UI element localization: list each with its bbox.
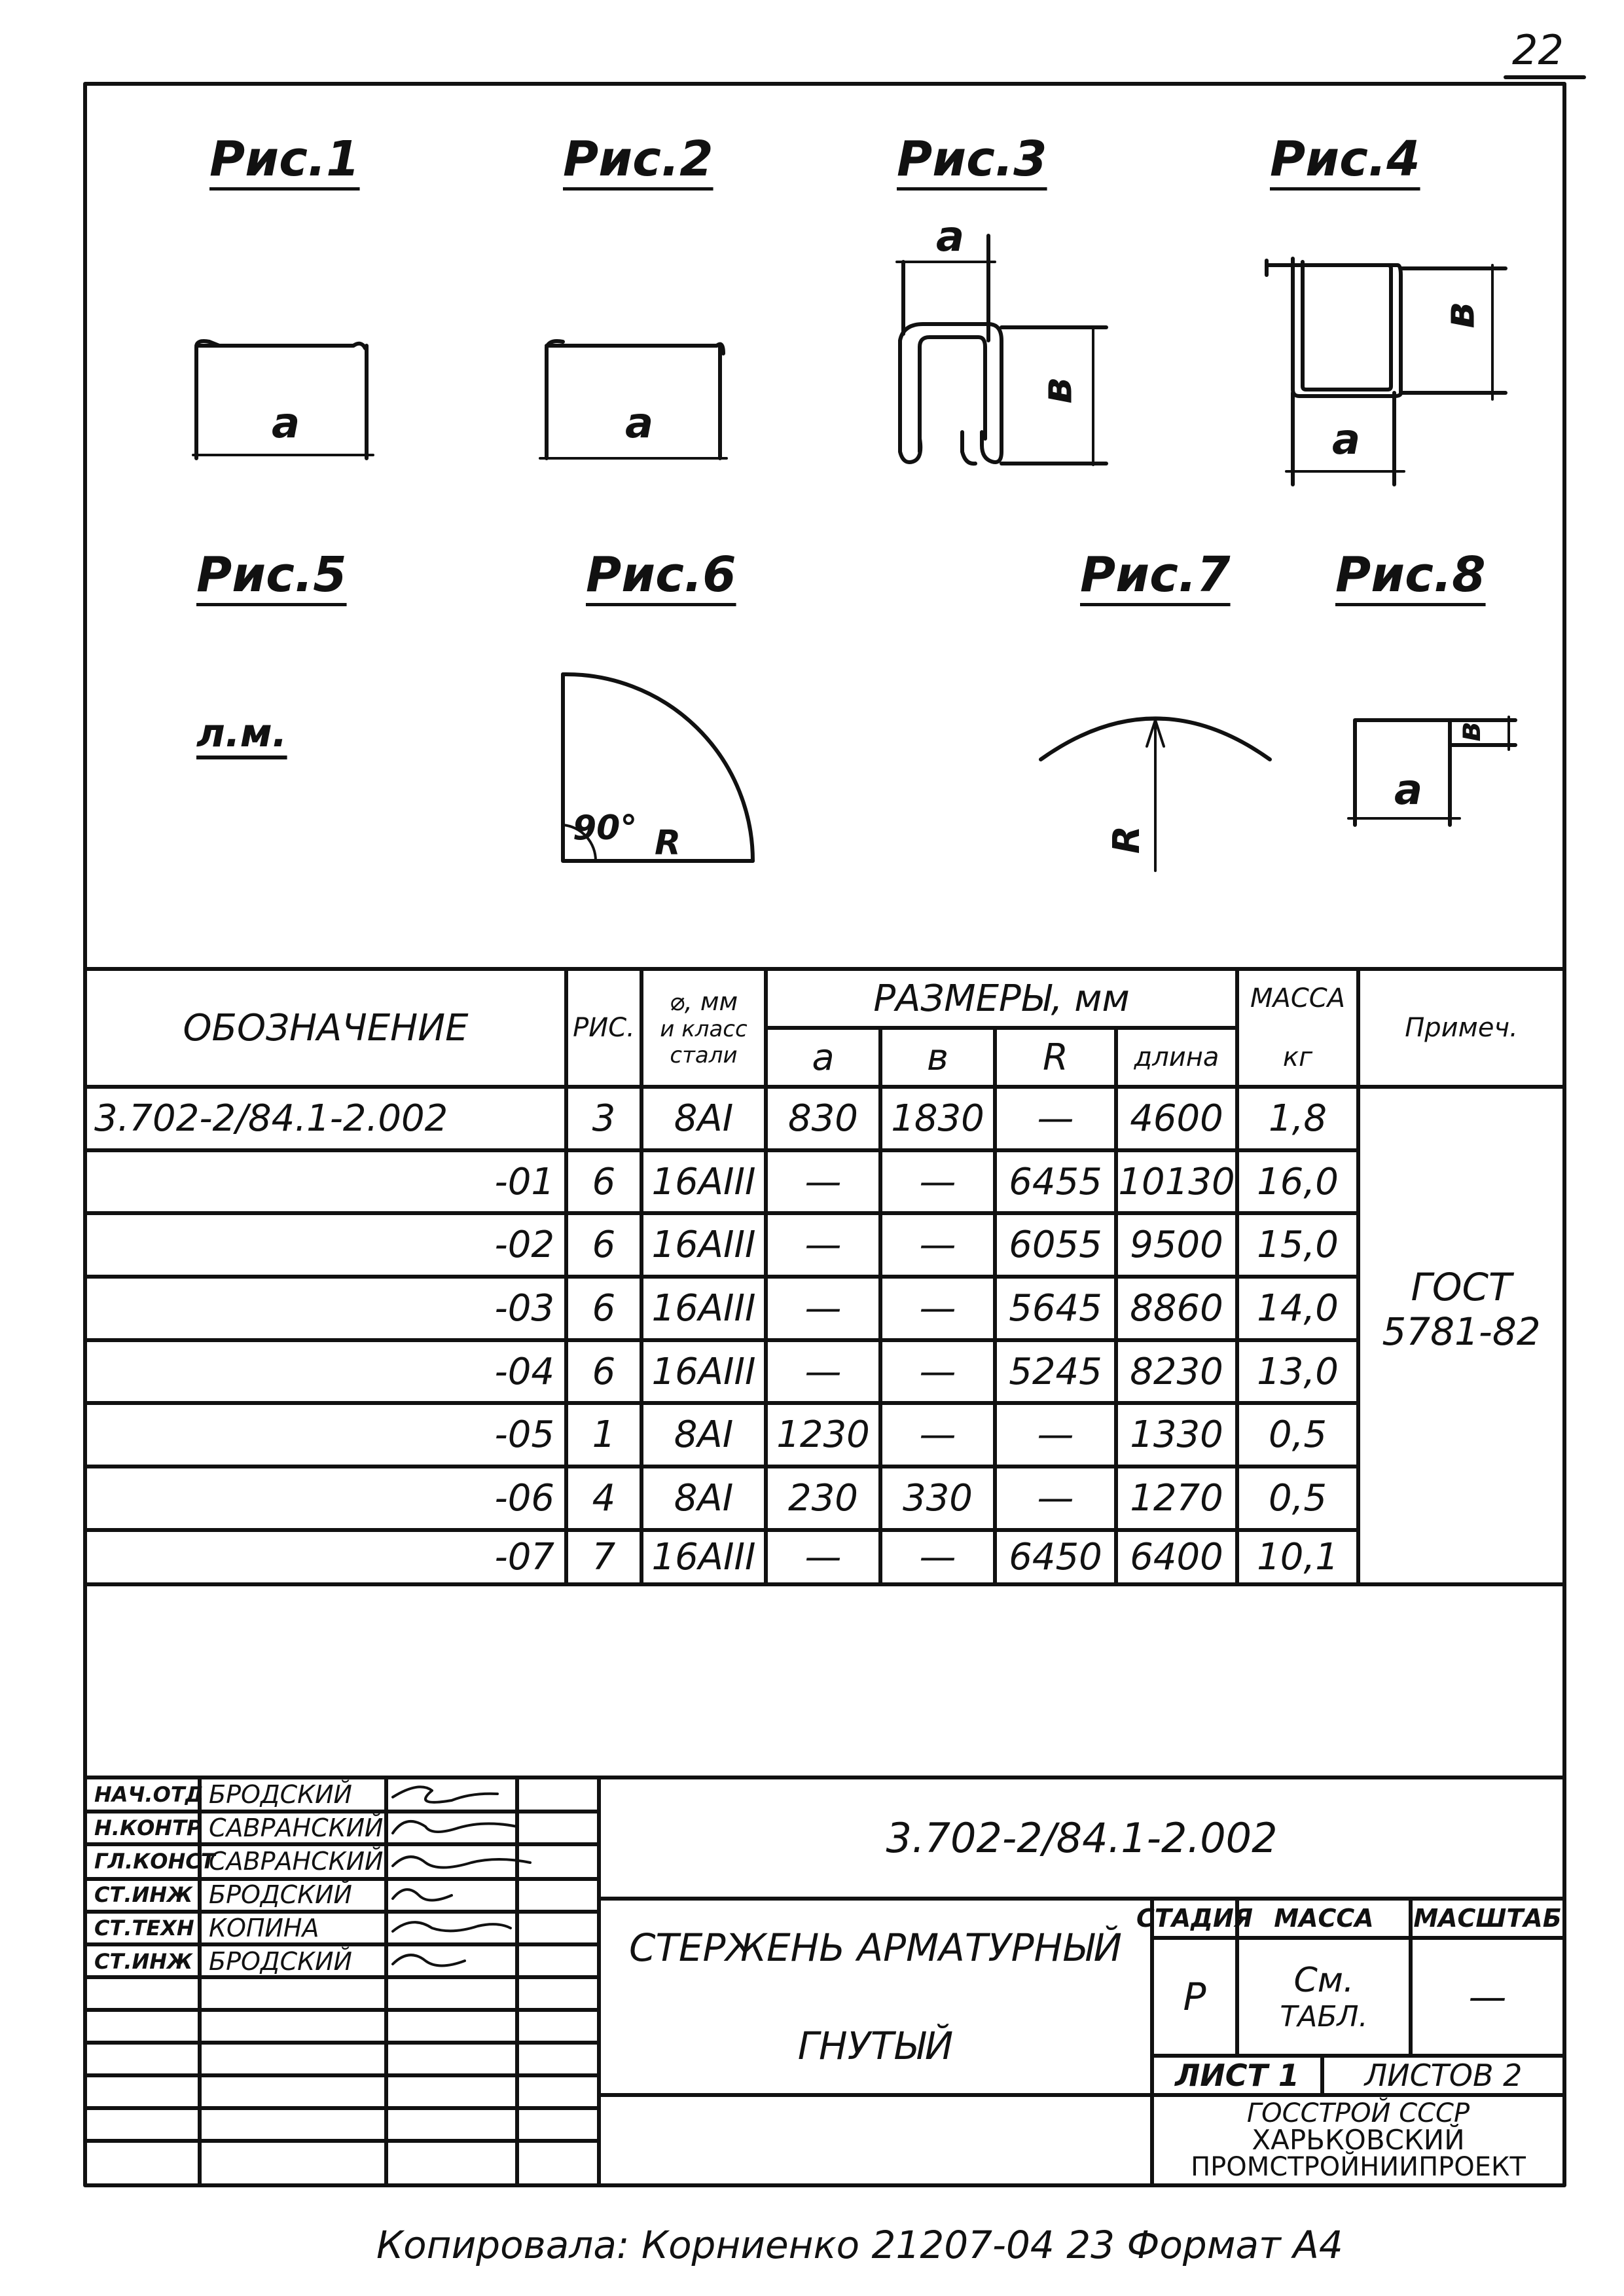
- org-line-1: ГОССТРОЙ СССР: [1246, 2098, 1470, 2128]
- cell-b: 330: [903, 1477, 973, 1520]
- mass-label: МАССА: [1274, 1904, 1374, 1933]
- cell-mass: 13,0: [1257, 1351, 1339, 1393]
- cell-fig: 4: [592, 1477, 616, 1520]
- cell-r: 5645: [1009, 1287, 1102, 1330]
- cell-r: 6450: [1009, 1536, 1102, 1578]
- cell-r: 6455: [1009, 1161, 1102, 1203]
- fig2-title: Рис.2: [563, 131, 713, 187]
- stage-value: Р: [1183, 1975, 1206, 2019]
- signature-name: БРОДСКИЙ: [209, 1779, 352, 1809]
- cell-length: 8230: [1130, 1351, 1223, 1393]
- signature-role: СТ.ИНЖ: [94, 1948, 193, 1974]
- cell-b: —: [919, 1536, 956, 1578]
- fig7-title: Рис.7: [1080, 547, 1231, 603]
- signature-name: БРОДСКИЙ: [209, 1946, 352, 1976]
- cell-b: —: [919, 1287, 956, 1330]
- note-gost: ГОСТ: [1411, 1265, 1512, 1309]
- cell-a: 230: [788, 1477, 858, 1520]
- scale-value: —: [1468, 1975, 1507, 2019]
- fig4-dim-b: в: [1435, 302, 1485, 329]
- cell-a: —: [804, 1161, 842, 1203]
- cell-a: 1230: [776, 1413, 870, 1456]
- fig3-dim-b: в: [1033, 377, 1082, 405]
- signature-role: СТ.ИНЖ: [94, 1882, 193, 1907]
- header-length: длина: [1134, 1042, 1219, 1072]
- signature-name: БРОДСКИЙ: [209, 1880, 352, 1909]
- signature-name: САВРАНСКИЙ: [209, 1846, 384, 1876]
- cell-fig: 7: [592, 1536, 616, 1578]
- cell-mass: 10,1: [1257, 1536, 1339, 1578]
- org-line-2: ХАРЬКОВСКИЙ: [1252, 2124, 1465, 2156]
- cell-steel: 16АIII: [651, 1536, 756, 1578]
- fig1-dim-a: а: [272, 399, 300, 448]
- header-dim-a: а: [812, 1036, 835, 1079]
- cell-mass: 0,5: [1268, 1477, 1327, 1520]
- cell-a: —: [804, 1536, 842, 1578]
- header-class: и класс: [660, 1016, 748, 1042]
- cell-fig: 6: [592, 1287, 616, 1330]
- fig8-title: Рис.8: [1335, 547, 1486, 603]
- cell-designation: -06: [494, 1477, 554, 1520]
- cell-fig: 3: [592, 1097, 616, 1140]
- header-fig: РИС.: [573, 1013, 635, 1043]
- title-line-1: СТЕРЖЕНЬ АРМАТУРНЫЙ: [628, 1925, 1123, 1970]
- cell-length: 9500: [1130, 1224, 1223, 1266]
- cell-mass: 14,0: [1257, 1287, 1339, 1330]
- cell-a: —: [804, 1351, 842, 1393]
- stage-label: СТАДИЯ: [1136, 1904, 1254, 1933]
- signature-role: Н.КОНТР: [94, 1815, 202, 1840]
- fig7-radius: R: [1106, 825, 1149, 854]
- fig8-dim-a: а: [1394, 766, 1423, 814]
- cell-designation: -01: [494, 1161, 554, 1203]
- cell-steel: 8АI: [674, 1413, 734, 1456]
- cell-designation: -07: [494, 1536, 554, 1578]
- copy-footer: Копировала: Корниенко 21207-04 23 Формат А4: [376, 2223, 1343, 2267]
- header-steel: стали: [670, 1042, 738, 1068]
- mass-value-see: См.: [1293, 1960, 1354, 2000]
- header-diameter: ⌀, мм: [669, 987, 738, 1016]
- cell-a: —: [804, 1224, 842, 1266]
- fig2-dim-a: а: [625, 399, 654, 448]
- cell-mass: 1,8: [1268, 1097, 1327, 1140]
- title-line-2: ГНУТЫЙ: [797, 2024, 954, 2068]
- cell-r: 5245: [1009, 1351, 1102, 1393]
- cell-fig: 6: [592, 1351, 616, 1393]
- cell-b: —: [919, 1161, 956, 1203]
- fig1-title: Рис.1: [209, 131, 360, 187]
- cell-length: 1330: [1130, 1413, 1223, 1456]
- cell-steel: 16АIII: [651, 1161, 756, 1203]
- cell-b: 1830: [891, 1097, 984, 1140]
- fig5-title: Рис.5: [196, 547, 347, 603]
- signature-scribbles: [393, 1787, 530, 1965]
- cell-b: —: [919, 1413, 956, 1456]
- fig8-dim-b: в: [1451, 721, 1489, 742]
- fig8-shape: [1348, 717, 1515, 825]
- cell-a: —: [804, 1287, 842, 1330]
- cell-length: 6400: [1130, 1536, 1223, 1578]
- cell-r: —: [1037, 1413, 1074, 1456]
- cell-steel: 8АI: [674, 1097, 734, 1140]
- fig3-shape: [897, 236, 1106, 465]
- header-mass: МАССА: [1250, 983, 1346, 1013]
- cell-r: 6055: [1009, 1224, 1102, 1266]
- signature-role: ГЛ.КОНСТ: [94, 1848, 215, 1874]
- cell-steel: 8АI: [674, 1477, 734, 1520]
- sheets-total: ЛИСТОВ 2: [1364, 2058, 1523, 2093]
- fig4-shape: [1267, 259, 1506, 484]
- cell-r: —: [1037, 1097, 1074, 1140]
- header-note: Примеч.: [1405, 1013, 1518, 1043]
- cell-mass: 16,0: [1257, 1161, 1339, 1203]
- fig3-dim-a: а: [936, 213, 965, 261]
- organization: [1152, 2095, 1564, 2185]
- header-dimensions: РАЗМЕРЫ, мм: [873, 977, 1130, 1020]
- fig4-title: Рис.4: [1270, 131, 1420, 187]
- cell-r: —: [1037, 1477, 1074, 1520]
- cell-fig: 6: [592, 1161, 616, 1203]
- cell-designation: -02: [494, 1224, 554, 1266]
- fig5-linear-meters: л.м.: [196, 710, 287, 756]
- cell-designation: -04: [494, 1351, 554, 1393]
- signature-name: КОПИНА: [209, 1913, 319, 1942]
- cell-b: —: [919, 1351, 956, 1393]
- signature-role: СТ.ТЕХН: [94, 1915, 194, 1941]
- document-code: 3.702-2/84.1-2.002: [886, 1814, 1278, 1862]
- signature-name: САВРАНСКИЙ: [209, 1813, 384, 1842]
- cell-fig: 1: [592, 1413, 616, 1456]
- cell-steel: 16АIII: [651, 1351, 756, 1393]
- fig3-title: Рис.3: [897, 131, 1047, 187]
- org-line-3: ПРОМСТРОЙНИИПРОЕКТ: [1191, 2152, 1526, 2182]
- cell-length: 10130: [1118, 1161, 1235, 1203]
- mass-value: [1237, 1938, 1411, 2056]
- note-standard: [1358, 1244, 1564, 1375]
- cell-designation: -03: [494, 1287, 554, 1330]
- cell-length: 8860: [1130, 1287, 1223, 1330]
- signature-role: НАЧ.ОТД: [94, 1781, 204, 1807]
- header-designation: ОБОЗНАЧЕНИЕ: [183, 1006, 469, 1049]
- cell-b: —: [919, 1224, 956, 1266]
- cell-steel: 16АIII: [651, 1224, 756, 1266]
- cell-designation: 3.702-2/84.1-2.002: [94, 1097, 448, 1140]
- page-number: 22: [1512, 26, 1564, 74]
- cell-designation: -05: [494, 1413, 554, 1456]
- note-gost-number: 5781-82: [1382, 1309, 1541, 1354]
- sheet-number: ЛИСТ 1: [1175, 2058, 1299, 2093]
- header-diameter-class: [641, 969, 766, 1087]
- header-dim-b: в: [926, 1036, 948, 1079]
- fig6-angle: 90°: [573, 809, 638, 848]
- fig4-dim-a: а: [1332, 416, 1361, 464]
- cell-mass: 15,0: [1257, 1224, 1339, 1266]
- header-dim-r: R: [1043, 1036, 1068, 1079]
- cell-fig: 6: [592, 1224, 616, 1266]
- cell-mass: 0,5: [1268, 1413, 1327, 1456]
- fig6-radius: R: [655, 824, 681, 863]
- cell-length: 4600: [1130, 1097, 1223, 1140]
- cell-length: 1270: [1130, 1477, 1223, 1520]
- fig7-shape: [1041, 719, 1270, 871]
- cell-steel: 16АIII: [651, 1287, 756, 1330]
- cell-a: 830: [788, 1097, 858, 1140]
- mass-value-table: ТАБЛ.: [1280, 1999, 1368, 2033]
- scale-label: МАСШТАБ: [1413, 1904, 1562, 1933]
- fig6-title: Рис.6: [586, 547, 736, 603]
- header-mass-unit: кг: [1282, 1042, 1313, 1072]
